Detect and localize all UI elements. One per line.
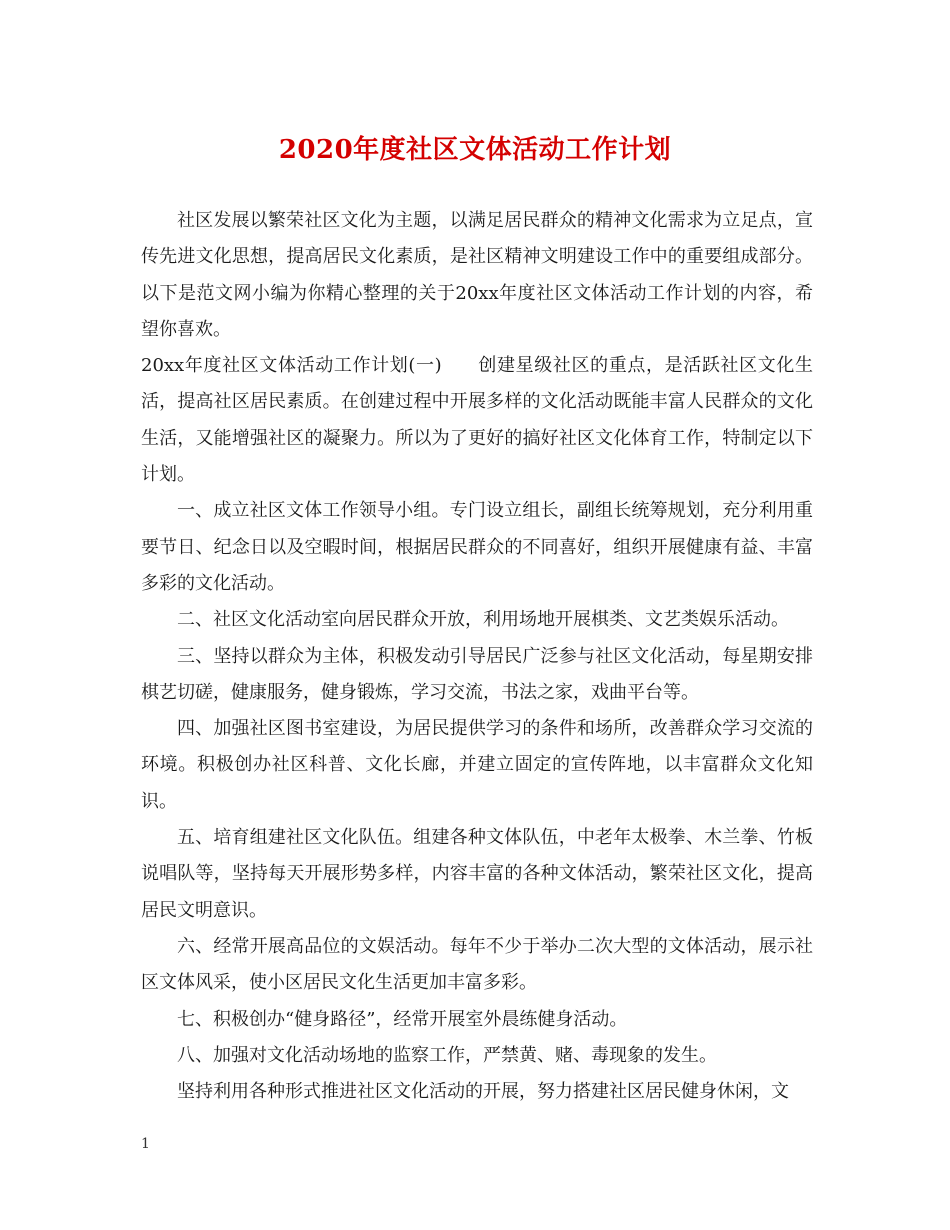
section-paragraph xyxy=(141,348,813,493)
intro-paragraph: 社区发展以繁荣社区文化为主题，以满足居民群众的精神文化需求为立足点，宣传先进文化思想，提高居民文化素质，是社区精神文明建设工作中的重要组成部分。以下是范文网小编为你精心整理的关于20xx年度社区文体活动工作计划的内容，希望你喜欢。 xyxy=(141,210,813,340)
document-body xyxy=(141,203,813,1110)
section-heading: 20xx年度社区文体活动工作计划(一) xyxy=(141,355,442,377)
closing-paragraph: 坚持利用各种形式推进社区文化活动的开展，努力搭建社区居民健身休闲，文 xyxy=(177,1081,789,1103)
plan-item-6: 六、经常开展高品位的文娱活动。每年不少于举办二次大型的文体活动，展示社区文体风采，使小区居民文化生活更加丰富多彩。 xyxy=(141,935,813,994)
plan-item-5: 五、培育组建社区文化队伍。组建各种文体队伍，中老年太极拳、木兰拳、竹板说唱队等，坚持每天开展形势多样，内容丰富的各种文体活动，繁荣社区文化，提高居民文明意识。 xyxy=(141,827,813,921)
plan-item-1: 一、成立社区文体工作领导小组。专门设立组长，副组长统筹规划，充分利用重要节日、纪念日以及空暇时间，根据居民群众的不同喜好，组织开展健康有益、丰富多彩的文化活动。 xyxy=(141,500,813,594)
page-number: 1 xyxy=(141,1136,150,1152)
section-intro: 创建星级社区的重点，是活跃社区文化生活，提高社区居民素质。在创建过程中开展多样的文化活动既能丰富人民群众的文化生活，又能增强社区的凝聚力。所以为了更好的搞好社区文化体育工作，特制定以下计划。 xyxy=(141,355,813,486)
plan-item-7: 七、积极创办“健身路径”，经常开展室外晨练健身活动。 xyxy=(177,1008,628,1030)
plan-item-8: 八、加强对文化活动场地的监察工作，严禁黄、赌、毒现象的发生。 xyxy=(177,1044,717,1066)
plan-item-4: 四、加强社区图书室建设，为居民提供学习的条件和场所，改善群众学习交流的环境。积极创办社区科普、文化长廊，并建立固定的宣传阵地，以丰富群众文化知识。 xyxy=(141,718,813,812)
document-title: 2020年度社区文体活动工作计划 xyxy=(278,135,672,165)
plan-item-3: 三、坚持以群众为主体，积极发动引导居民广泛参与社区文化活动，每星期安排棋艺切磋，健康服务，健身锻炼，学习交流，书法之家，戏曲平台等。 xyxy=(141,645,813,703)
plan-item-2: 二、社区文化活动室向居民群众开放，利用场地开展棋类、文艺类娱乐活动。 xyxy=(177,609,789,631)
